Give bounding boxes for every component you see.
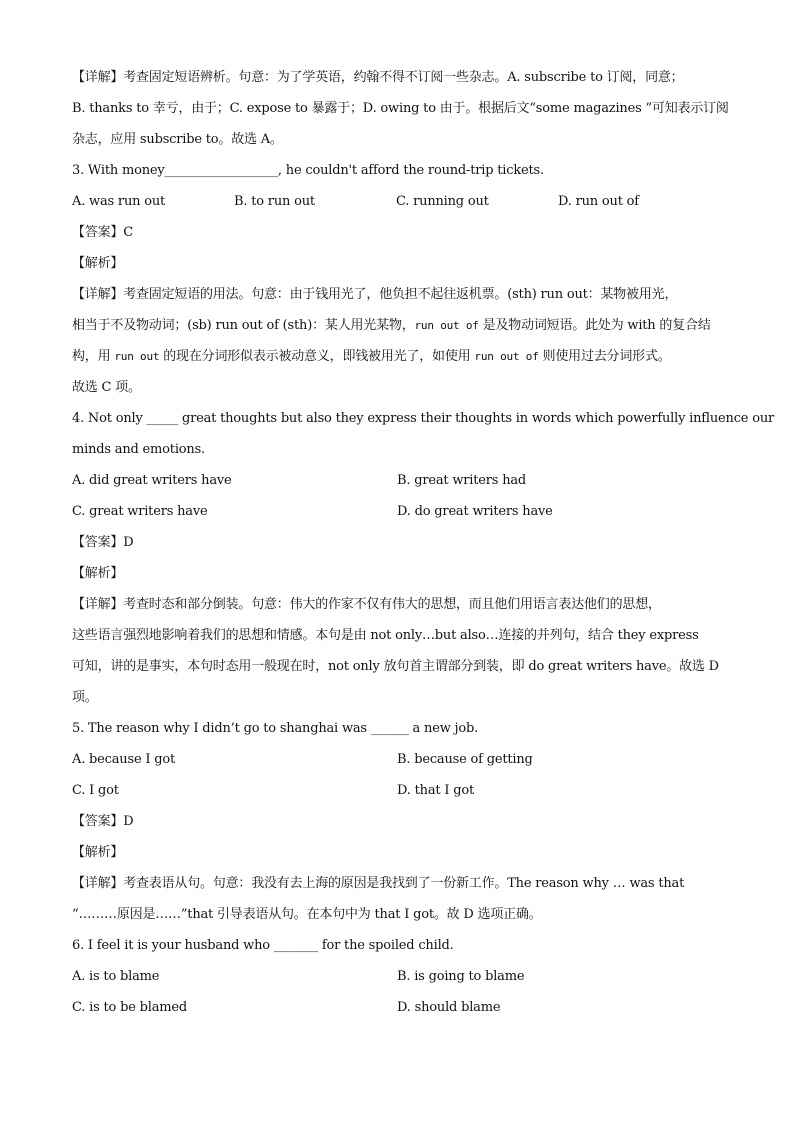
q3-option-a: A. was run out bbox=[72, 194, 166, 209]
q6-option-a: A. is to blame bbox=[72, 969, 160, 984]
q6-options-row-1 bbox=[72, 961, 724, 992]
q6-option-c: C. is to be blamed bbox=[72, 1000, 188, 1015]
q4-option-b: B. great writers had bbox=[397, 473, 527, 488]
q5-detail-line-2: “………原因是……”that 引导表语从句。在本句中为 that I got。故 D 选项正确。 bbox=[72, 907, 542, 922]
q3-detail-line-2-part-b: 是及物动词短语。此处为 with 的复合结 bbox=[478, 318, 711, 333]
q3-answer: 【答案】C bbox=[72, 225, 133, 240]
q5-option-b: B. because of getting bbox=[397, 752, 533, 767]
q5-option-d: D. that I got bbox=[397, 783, 474, 798]
q6-options-row-2 bbox=[72, 992, 724, 1023]
q6-option-b: B. is going to blame bbox=[397, 969, 525, 984]
q3-option-d: D. run out of bbox=[558, 194, 639, 209]
q6-stem: 6. I feel it is your husband who _______ for the spoiled child. bbox=[72, 938, 454, 953]
q3-detail-line-2-code: run out of bbox=[414, 319, 479, 332]
q2-detail-line-2: B. thanks to 幸亏，由于；C. expose to 暴露于；D. owing to 由于。根据后文“some magazines ”可知表示订阅 bbox=[72, 101, 729, 116]
q3-detail-line-2 bbox=[72, 310, 724, 341]
q5-options-row-2 bbox=[72, 775, 724, 806]
q4-option-c: C. great writers have bbox=[72, 504, 208, 519]
q4-detail-line-3: 可知，讲的是事实，本句时态用一般现在时，not only 放句首主谓部分到装，即 do great writers have。故选 D bbox=[72, 659, 719, 674]
q3-detail-line-3-code-1: run out bbox=[114, 350, 160, 363]
q4-options-row-1 bbox=[72, 465, 724, 496]
q3-options bbox=[72, 186, 724, 217]
q3-detail-line-3-code-2: run out of bbox=[474, 350, 539, 363]
q4-options-row-2 bbox=[72, 496, 724, 527]
q3-detail-line-1: 【详解】考查固定短语的用法。句意：由于钱用光了，他负担不起往返机票。(sth) run out：某物被用光， bbox=[72, 287, 678, 302]
q3-analysis-heading: 【解析】 bbox=[72, 256, 124, 271]
q5-options-row-1 bbox=[72, 744, 724, 775]
q4-stem-line-2: minds and emotions. bbox=[72, 442, 205, 457]
document-page bbox=[72, 62, 775, 1023]
q3-option-b: B. to run out bbox=[234, 194, 315, 209]
q3-detail-line-4: 故选 C 项。 bbox=[72, 380, 141, 395]
q5-option-a: A. because I got bbox=[72, 752, 176, 767]
q4-stem-line-1: 4. Not only _____ great thoughts but also they express their thoughts in words which powerfully influence our bbox=[72, 411, 775, 426]
q4-detail-line-4: 项。 bbox=[72, 690, 98, 705]
q3-detail-line-2-part-a: 相当于不及物动词；(sb) run out of (sth)：某人用光某物， bbox=[72, 318, 415, 333]
q5-answer: 【答案】D bbox=[72, 814, 134, 829]
q3-option-c: C. running out bbox=[396, 194, 489, 209]
q2-detail-line-3: 杂志，应用 subscribe to。故选 A。 bbox=[72, 132, 283, 147]
q4-option-a: A. did great writers have bbox=[72, 473, 232, 488]
q4-option-d: D. do great writers have bbox=[397, 504, 553, 519]
q4-detail-line-2: 这些语言强烈地影响着我们的思想和情感。本句是由 not only…but also…连接的并列句，结合 they express bbox=[72, 628, 699, 643]
q3-detail-line-3-part-a: 构，用 bbox=[72, 349, 115, 364]
q5-analysis-heading: 【解析】 bbox=[72, 845, 124, 860]
q3-detail-line-3 bbox=[72, 341, 724, 372]
q5-detail-line-1: 【详解】考查表语从句。句意：我没有去上海的原因是我找到了一份新工作。The reason why … was that bbox=[72, 876, 685, 891]
q3-detail-line-3-part-b: 的现在分词形似表示被动意义，即钱被用光了，如使用 bbox=[159, 349, 475, 364]
q3-detail-line-3-part-c: 则使用过去分词形式。 bbox=[538, 349, 671, 364]
q4-answer: 【答案】D bbox=[72, 535, 134, 550]
q4-analysis-heading: 【解析】 bbox=[72, 566, 124, 581]
q6-option-d: D. should blame bbox=[397, 1000, 501, 1015]
q5-option-c: C. I got bbox=[72, 783, 119, 798]
q4-detail-line-1: 【详解】考查时态和部分倒装。句意：伟大的作家不仅有伟大的思想，而且他们用语言表达他们的思想， bbox=[72, 597, 661, 612]
q3-stem: 3. With money__________________, he couldn't afford the round-trip tickets. bbox=[72, 163, 544, 178]
q2-detail-line-1: 【详解】考查固定短语辨析。句意：为了学英语，约翰不得不订阅一些杂志。A. subscribe to 订阅，同意； bbox=[72, 70, 684, 85]
q5-stem: 5. The reason why I didn’t go to shanghai was ______ a new job. bbox=[72, 721, 479, 736]
